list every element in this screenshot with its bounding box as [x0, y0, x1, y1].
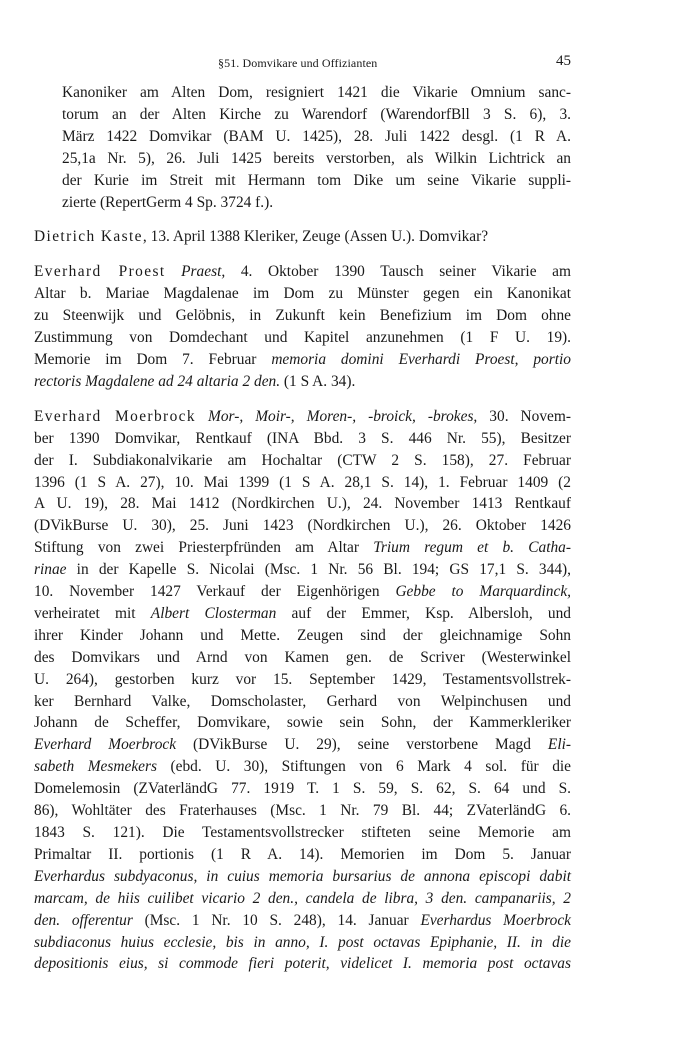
latin-quote: subdiaconus huius ecclesie, bis in anno, I. post octavas Epiphanie, II. in die — [34, 933, 571, 951]
text-line: (ebd. U. 30), Stiftungen von 6 Mark 4 sol. für die — [156, 758, 571, 776]
text-line: 10. November 1427 Verkauf der Eigenhörigen — [34, 583, 396, 601]
text-line: Kanoniker am Alten Dom, resigniert 1421 die Vikarie Omnium sanc- — [62, 84, 571, 101]
text-line: U. 264), gestorben kurz vor 15. September 1429, Testamentsvollstrek- — [34, 670, 571, 688]
latin-quote: depositionis eius, si commode fieri poterit, videlicet I. memoria post octavas — [34, 955, 571, 973]
latin-quote: Everhardus Moerbrock — [420, 911, 571, 929]
text-line: , 13. April 1388 Kleriker, Zeuge (Assen U.). Domvikar? — [142, 228, 489, 246]
person-name-italic: Everhard Moerbrock — [34, 736, 177, 754]
text-line: zierte (RepertGerm 4 Sp. 3724 f.). — [62, 193, 274, 211]
text-line: ihrer Kinder Johann und Mette. Zeugen sind der gleichnamige Sohn — [34, 626, 571, 644]
text-line: (DVikBurse U. 30), 25. Juni 1423 (Nordkirchen U.), 26. Oktober 1426 — [34, 517, 571, 535]
name-variant: Mor-, Moir-, Moren-, -broick, -brokes, — [208, 407, 478, 425]
person-name-italic: sabeth Mesmekers — [34, 758, 157, 776]
entry-dietrich-kaste — [34, 226, 571, 248]
text-line: verheiratet mit — [34, 604, 151, 622]
text-line: 1843 S. 121). Die Testamentsvollstrecker stifteten seine Memorie am — [34, 824, 571, 841]
text-line: 1396 (1 S A. 27), 10. Mai 1399 (1 S A. 28,1 S. 14), 1. Februar 1409 (2 — [34, 473, 571, 491]
text-line: der Kurie im Streit mit Hermann tom Dike um seine Vikarie suppli- — [62, 171, 571, 189]
page-number: 45 — [556, 53, 571, 69]
entry-name: Everhard Proest — [34, 263, 166, 281]
text-line: auf der Emmer, Ksp. Albersloh, und — [276, 604, 571, 622]
text-line: A U. 19), 28. Mai 1412 (Nordkirchen U.), 24. November 1413 Rentkauf — [34, 495, 571, 513]
entry-name: Everhard Moerbrock — [34, 407, 196, 425]
text-line: in der Kapelle S. Nicolai (Msc. 1 Nr. 56 Bl. 194; GS 17,1 S. 344), — [66, 561, 571, 579]
text-line: zu Steenwijk und Gelöbnis, in Zukunft kein Benefizium im Dom ohne — [34, 307, 571, 325]
latin-quote: marcam, de hiis cuilibet vicario 2 den., candela de libra, 3 den. campanariis, 2 — [34, 889, 571, 907]
latin-quote: rinae — [34, 561, 67, 579]
text-line: (1 S A. 34). — [280, 372, 356, 390]
latin-quote: den. offerentur — [34, 911, 133, 929]
latin-quote: Trium regum et b. Catha- — [373, 539, 571, 557]
continued-entry-paragraph — [34, 82, 571, 213]
person-name-italic: Eli- — [547, 736, 572, 754]
latin-quote: memoria domini Everhardi Proest, portio — [271, 350, 571, 368]
running-head-title: §51. Domvikare und Offizianten — [218, 56, 378, 70]
text-line: ker Bernhard Valke, Domscholaster, Gerhard von Welpinchusen und — [34, 692, 571, 710]
text-line: der I. Subdiakonalvikarie am Hochaltar (CTW 2 S. 158), 27. Februar — [34, 451, 571, 469]
entry-name: Dietrich Kaste — [34, 228, 143, 246]
text-line: torum an der Alten Kirche zu Warendorf (WarendorfBll 3 S. 6), 3. — [62, 105, 571, 123]
text-line: 30. Novem- — [477, 407, 571, 425]
text-line: (Msc. 1 Nr. 10 S. 248), 14. Januar — [132, 911, 421, 929]
body-text — [34, 82, 571, 975]
name-variant: Praest, — [181, 263, 226, 281]
latin-quote: rectoris Magdalene ad 24 altaria 2 den. — [34, 372, 281, 390]
text-line: 25,1a Nr. 5), 26. Juli 1425 bereits verstorben, als Wilkin Lichtrick an — [62, 149, 571, 167]
text-line: Stiftung von zwei Priesterpfründen am Altar — [34, 539, 374, 557]
latin-quote: Everhardus subdyaconus, in cuius memoria bursarius de annona episcopi dabit — [34, 867, 571, 885]
text-line: Zustimmung von Domdechant und Kapitel anzunehmen (1 F U. 19). — [34, 329, 571, 347]
text-line: Domelemosin (ZVaterländG 77. 1919 T. 1 S. 59, S. 62, S. 64 und S. — [34, 780, 571, 798]
entry-everhard-proest — [34, 261, 571, 392]
running-head — [0, 53, 700, 73]
text-line: März 1422 Domvikar (BAM U. 1425), 28. Juli 1422 desgl. (1 R A. — [62, 127, 571, 145]
text-line: (DVikBurse U. 29), seine verstorbene Magd — [176, 736, 548, 754]
text-line: Johann de Scheffer, Domvikare, sowie sein Sohn, der Kammerkleriker — [34, 714, 571, 732]
text-line: Primaltar II. portionis (1 R A. 14). Memorien im Dom 5. Januar — [34, 845, 571, 863]
text-line: 4. Oktober 1390 Tausch seiner Vikarie am — [225, 263, 571, 281]
entry-everhard-moerbrock — [34, 406, 571, 976]
text-line: Altar b. Mariae Magdalenae im Dom zu Münster gegen ein Kanonikat — [34, 285, 571, 303]
text-line: ber 1390 Domvikar, Rentkauf (INA Bbd. 3 S. 446 Nr. 55), Besitzer — [34, 429, 571, 447]
text-line: des Domvikars und Arnd von Kamen gen. de Scriver (Westerwinkel — [34, 648, 571, 666]
person-name-italic: Albert Closterman — [150, 604, 277, 622]
text-line: 86), Wohltäter des Fraterhauses (Msc. 1 Nr. 79 Bl. 44; ZVaterländG 6. — [34, 802, 571, 820]
latin-quote: Gebbe to Marquardinck, — [395, 583, 572, 601]
text-line: Memorie im Dom 7. Februar — [34, 350, 272, 368]
